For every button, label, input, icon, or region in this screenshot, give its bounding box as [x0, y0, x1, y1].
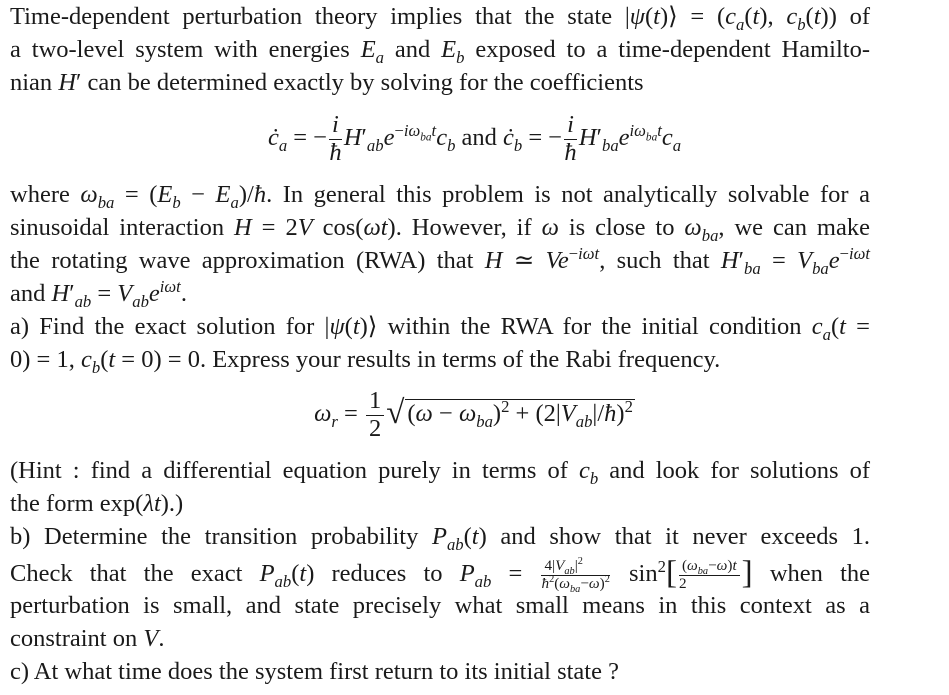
part-b-line-1: b) Determine the transition probability $P_{ab}(t)$ and show that it never exceeds 1. — [10, 523, 870, 554]
part-b-line-3: perturbation is small, and state precisely what small means in this context as a — [10, 592, 870, 619]
where-line-1: where $\omega_{ba} = (E_b$ − $E_a)/ħ$. In general this problem is not analytically solvable for a — [10, 181, 870, 212]
part-a-line-1: a) Find the exact solution for |ψ(t)⟩ within the RWA for the initial condition $c_a(t$ = — [10, 313, 870, 344]
part-c-line-1: c) At what time does the system first return to its initial state ? — [10, 658, 619, 685]
intro-line-1: Time-dependent perturbation theory implies that the state |ψ(t)⟩ = ($c_a(t)$, $c_b(t)$) of — [10, 3, 870, 34]
coefficient-equations: $ċ_a$ = − $\frac{i}{ħ}$ $H'_{ab}e^{-i\omega_{ba}t}c_b$ and $ċ_b$ = − $\frac{i}{ħ}$ $H'_{ba}e^{i\omega_{ba}t}c_a$ — [267, 111, 682, 166]
where-line-3: the rotating wave approximation (RWA) that H ≃ $Ve^{-i\omega t}$, such that $H'_{ba} = V_{ba}e^{-i\omega t}$ — [10, 243, 871, 278]
hint-line-2: the form exp(λt).) — [10, 490, 184, 517]
intro-line-3: nian H′ can be determined exactly by solving for the coefficients — [10, 69, 644, 96]
part-b-line-4: constraint on V. — [10, 625, 165, 652]
where-line-2: sinusoidal interaction H = 2V cos(ωt). However, if ω is close to $\omega_{ba}$, we can make — [10, 214, 870, 245]
intro-line-2: a two-level system with energies $E_a$ and $E_b$ exposed to a time-dependent Hamilto- — [10, 36, 870, 67]
hint-line-1: (Hint : find a differential equation purely in terms of $c_b$ and look for solutions of — [10, 457, 870, 488]
where-line-4: and $H'_{ab} = V_{ab}e^{i\omega t}$. — [10, 276, 187, 311]
part-a-line-2: 0) = 1, $c_b(t = 0) = 0$. Express your results in terms of the Rabi frequency. — [10, 346, 721, 377]
rabi-frequency-equation: $\omega_r$ = $\frac{1}{2}$ √ $(\omega - \omega_{ba})^2$ + $(2|V_{ab}|/ħ)^2$ — [314, 387, 633, 442]
part-b-line-2: Check that the exact $P_{ab}(t)$ reduces to $P_{ab}$ = $\frac{4|V_{ab}|^2}{ħ^2(\omega_{ba}-\omega)^2}$ $\sin^2$[ $\frac{(\omega_{ba}-\omega)t}{2}$ ] when the — [10, 555, 870, 595]
